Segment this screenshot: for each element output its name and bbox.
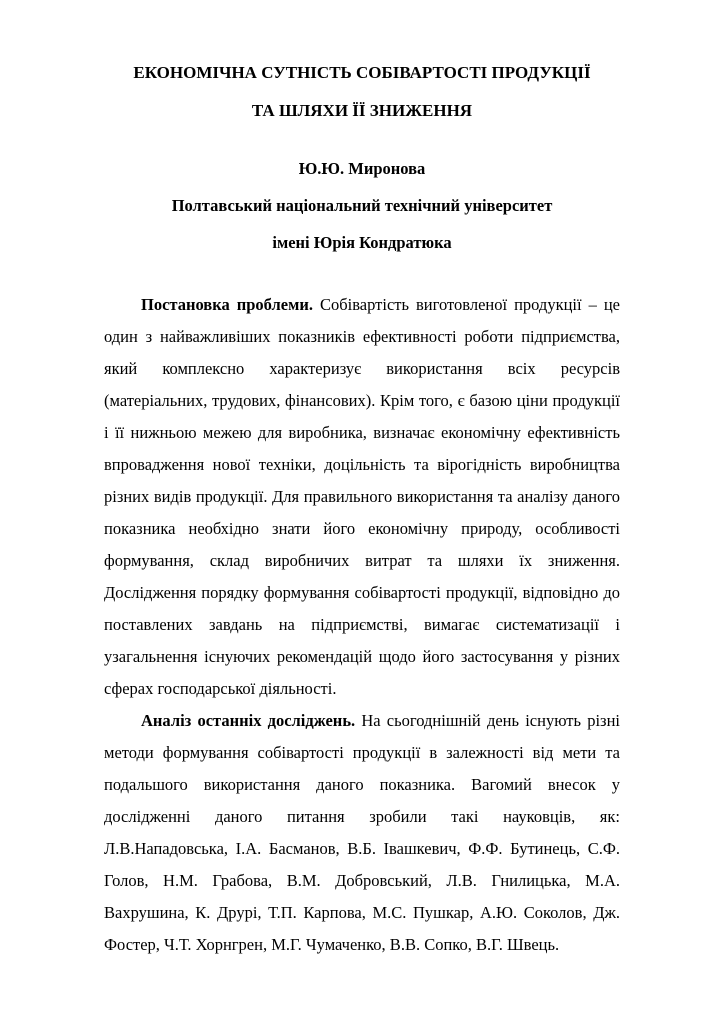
affiliation-line-2: імені Юрія Кондратюка — [272, 233, 452, 252]
title-line-1: ЕКОНОМІЧНА СУТНІСТЬ СОБІВАРТОСТІ ПРОДУКЦІЇ — [133, 63, 591, 82]
author-block — [104, 150, 620, 261]
paragraph-problem-statement — [104, 289, 620, 705]
title-line-2: ТА ШЛЯХИ ЇЇ ЗНИЖЕННЯ — [251, 101, 473, 120]
document-title — [104, 54, 620, 130]
paragraph-text: На сьогоднішній день існують різні методи формування собівартості продукції в залежності від мети та подальшого використання даного показника. Вагомий внесок у дослідженні даного питання зробили такі науковців, як: Л.В.Нападовська, І.А. Басманов, В.Б. Івашкевич, Ф.Ф. Бутинець, С.Ф. Голов, Н.М. Грабова, В.М. Добровський, Л.В. Гнилицька, М.А. Вахрушина, К. Друрі, Т.П. Карпова, М.С. Пушкар, А.Ю. Соколов, Дж. Фостер, Ч.Т. Хорнгрен, М.Г. Чумаченко, В.В. Сопко, В.Г. Швець. — [104, 711, 620, 954]
paragraph-lead: Постановка проблеми. — [141, 295, 313, 314]
paragraph-lead: Аналіз останніх досліджень. — [141, 711, 356, 730]
affiliation-line-1: Полтавський національний технічний університет — [171, 196, 553, 215]
paragraph-recent-research — [104, 705, 620, 961]
author-name: Ю.Ю. Миронова — [298, 159, 426, 178]
paragraph-text: Собівартість виготовленої продукції – це один з найважливіших показників ефективності роботи підприємства, який комплексно характеризує використання всіх ресурсів (матеріальних, трудових, фінансових). Крім того, є базою ціни продукції і її нижньою межею для виробника, визначає економічну ефективність впровадження нової техніки, доцільність та вірогідність виробництва різних видів продукції. Для правильного використання та аналізу даного показника необхідно знати його економічну природу, особливості формування, склад виробничих витрат та шляхи їх зниження. Дослідження порядку формування собівартості продукції, відповідно до поставлених завдань на підприємстві, вимагає систематизації і узагальнення існуючих рекомендацій щодо його застосування у різних сферах господарської діяльності. — [104, 295, 621, 698]
